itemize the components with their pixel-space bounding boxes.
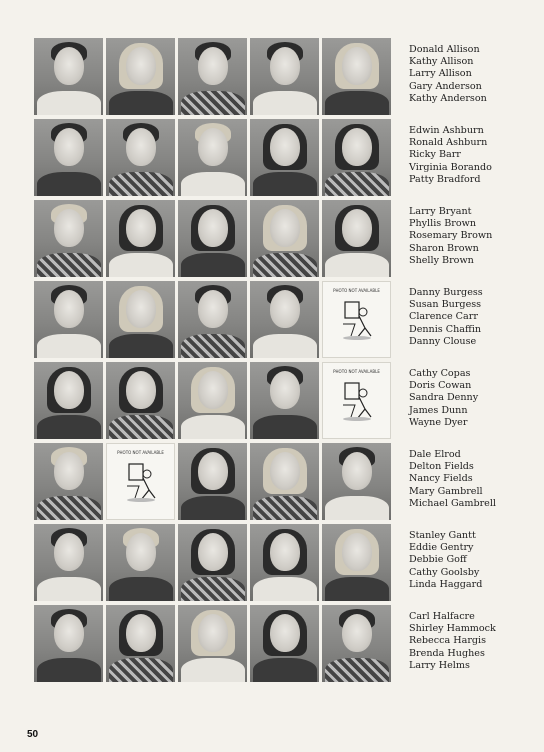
name-list (409, 449, 496, 510)
portrait-face (126, 47, 156, 85)
portrait-shirt (181, 496, 245, 520)
portrait-face (342, 452, 372, 490)
portrait-face (198, 209, 228, 247)
portrait-face (54, 128, 84, 166)
portrait-shirt (181, 658, 245, 682)
student-name: Shelly Brown (409, 254, 474, 266)
name-list (409, 44, 487, 105)
portrait-shirt (37, 577, 101, 601)
student-portrait (178, 38, 247, 115)
student-name: Donald Allison (409, 44, 480, 55)
student-name: Delton Fields (409, 461, 474, 473)
portrait-shirt (109, 415, 173, 439)
student-portrait (250, 524, 319, 601)
name-list (409, 530, 482, 591)
student-portrait (106, 38, 175, 115)
student-portrait (250, 200, 319, 277)
student-portrait (34, 119, 103, 196)
portrait-shirt (325, 577, 389, 601)
portrait-face (198, 614, 228, 652)
student-name: Doris Cowan (409, 380, 472, 392)
student-portrait (34, 362, 103, 439)
student-portrait (178, 524, 247, 601)
student-name: Susan Burgess (409, 299, 482, 311)
student-portrait (34, 524, 103, 601)
portrait-shirt (181, 334, 245, 358)
portrait-shirt (37, 253, 101, 277)
portrait-face (198, 452, 228, 490)
student-name: Larry Bryant (409, 206, 472, 217)
portrait-shirt (181, 415, 245, 439)
portrait-shirt (37, 172, 101, 196)
portrait-shirt (181, 253, 245, 277)
portrait-shirt (253, 91, 317, 115)
student-portrait (322, 605, 391, 682)
portrait-face (54, 209, 84, 247)
portrait-shirt (181, 577, 245, 601)
student-name: Eddie Gentry (409, 542, 474, 554)
portrait-shirt (109, 172, 173, 196)
student-name: Danny Clouse (409, 335, 477, 347)
portrait-shirt (37, 334, 101, 358)
portrait-shirt (37, 658, 101, 682)
no-photo-caption: PHOTO NOT AVAILABLE (117, 450, 164, 455)
portrait-face (54, 47, 84, 85)
student-portrait (322, 119, 391, 196)
student-portrait (178, 119, 247, 196)
student-portrait (34, 38, 103, 115)
cartoon-illustration-icon (337, 298, 377, 342)
student-name: Danny Burgess (409, 287, 483, 298)
student-name: Michael Gambrell (409, 497, 496, 509)
portrait-face (270, 452, 300, 490)
student-portrait (34, 443, 103, 520)
portrait-face (342, 209, 372, 247)
name-list (409, 368, 478, 429)
portrait-face (270, 290, 300, 328)
student-portrait (178, 281, 247, 358)
name-list (409, 206, 492, 267)
portrait-shirt (325, 253, 389, 277)
portrait-face (198, 128, 228, 166)
portrait-shirt (37, 415, 101, 439)
student-name: Clarence Carr (409, 311, 478, 323)
portrait-face (342, 128, 372, 166)
student-portrait (106, 524, 175, 601)
student-portrait (34, 281, 103, 358)
portrait-face (270, 47, 300, 85)
student-name: Sharon Brown (409, 242, 479, 254)
student-portrait (250, 38, 319, 115)
student-portrait (34, 605, 103, 682)
portrait-shirt (109, 658, 173, 682)
student-name: Phyllis Brown (409, 218, 477, 230)
portrait-face (126, 128, 156, 166)
no-photo-caption: PHOTO NOT AVAILABLE (333, 288, 380, 293)
student-name: Edwin Ashburn (409, 125, 484, 136)
student-name: Carl Halfacre (409, 611, 475, 622)
student-name: Cathy Goolsby (409, 566, 480, 578)
student-portrait (250, 362, 319, 439)
portrait-shirt (253, 496, 317, 520)
portrait-face (54, 533, 84, 571)
student-portrait (250, 605, 319, 682)
student-portrait (322, 443, 391, 520)
portrait-face (270, 371, 300, 409)
portrait-shirt (37, 91, 101, 115)
no-photo-placeholder (322, 362, 391, 439)
student-portrait (322, 524, 391, 601)
student-portrait (106, 200, 175, 277)
portrait-face (342, 614, 372, 652)
portrait-face (126, 371, 156, 409)
portrait-shirt (253, 577, 317, 601)
student-name: Patty Bradford (409, 173, 481, 185)
portrait-shirt (253, 334, 317, 358)
student-portrait (106, 119, 175, 196)
student-name: Rebecca Hargis (409, 635, 487, 647)
student-name: Larry Helms (409, 659, 470, 671)
portrait-face (54, 614, 84, 652)
student-portrait (178, 362, 247, 439)
student-portrait (178, 200, 247, 277)
student-name: Dennis Chaffin (409, 323, 482, 335)
portrait-shirt (253, 415, 317, 439)
portrait-face (126, 614, 156, 652)
student-name: Ricky Barr (409, 149, 461, 161)
name-list (409, 611, 496, 672)
portrait-face (198, 533, 228, 571)
portrait-face (270, 128, 300, 166)
student-name: Larry Allison (409, 68, 472, 80)
student-name: Virginia Borando (409, 161, 492, 173)
student-portrait (178, 605, 247, 682)
portrait-shirt (253, 253, 317, 277)
student-portrait (106, 605, 175, 682)
student-name: Debbie Goff (409, 554, 467, 566)
portrait-face (54, 290, 84, 328)
portrait-face (54, 452, 84, 490)
no-photo-placeholder (106, 443, 175, 520)
portrait-face (126, 290, 156, 328)
portrait-shirt (325, 172, 389, 196)
student-name: Mary Gambrell (409, 485, 483, 497)
portrait-face (54, 371, 84, 409)
portrait-face (198, 290, 228, 328)
student-portrait (250, 281, 319, 358)
student-name: Brenda Hughes (409, 647, 485, 659)
student-portrait (106, 362, 175, 439)
portrait-shirt (253, 172, 317, 196)
portrait-shirt (109, 577, 173, 601)
portrait-shirt (37, 496, 101, 520)
portrait-face (198, 47, 228, 85)
no-photo-placeholder (322, 281, 391, 358)
portrait-face (270, 614, 300, 652)
student-portrait (106, 281, 175, 358)
student-name: Sandra Denny (409, 392, 479, 404)
portrait-face (126, 533, 156, 571)
portrait-shirt (181, 172, 245, 196)
portrait-shirt (325, 496, 389, 520)
portrait-shirt (325, 658, 389, 682)
portrait-face (270, 533, 300, 571)
portrait-face (342, 533, 372, 571)
student-name: Rosemary Brown (409, 230, 493, 242)
student-name: Linda Haggard (409, 578, 483, 590)
student-portrait (178, 443, 247, 520)
portrait-face (342, 47, 372, 85)
portrait-shirt (325, 91, 389, 115)
student-portrait (34, 200, 103, 277)
student-name: Nancy Fields (409, 473, 473, 485)
portrait-shirt (109, 253, 173, 277)
student-name: Gary Anderson (409, 80, 482, 92)
portrait-shirt (253, 658, 317, 682)
portrait-shirt (181, 91, 245, 115)
cartoon-illustration-icon (121, 460, 161, 504)
student-name: Ronald Ashburn (409, 137, 488, 149)
cartoon-illustration-icon (337, 379, 377, 423)
student-portrait (250, 443, 319, 520)
portrait-grid (34, 38, 392, 682)
student-portrait (322, 38, 391, 115)
no-photo-caption: PHOTO NOT AVAILABLE (333, 369, 380, 374)
student-name: Cathy Copas (409, 368, 471, 379)
portrait-shirt (109, 91, 173, 115)
portrait-face (270, 209, 300, 247)
name-list (409, 287, 483, 348)
portrait-face (126, 209, 156, 247)
student-name: Dale Elrod (409, 449, 461, 460)
portrait-face (198, 371, 228, 409)
student-name: Shirley Hammock (409, 623, 496, 635)
portrait-shirt (109, 334, 173, 358)
student-portrait (322, 200, 391, 277)
student-name: Kathy Allison (409, 56, 474, 68)
name-list (409, 125, 492, 186)
student-name: James Dunn (409, 404, 468, 416)
student-name: Stanley Gantt (409, 530, 476, 541)
student-name: Wayne Dyer (409, 416, 468, 428)
page-number: 50 (27, 729, 39, 740)
student-portrait (250, 119, 319, 196)
student-name: Kathy Anderson (409, 92, 487, 104)
